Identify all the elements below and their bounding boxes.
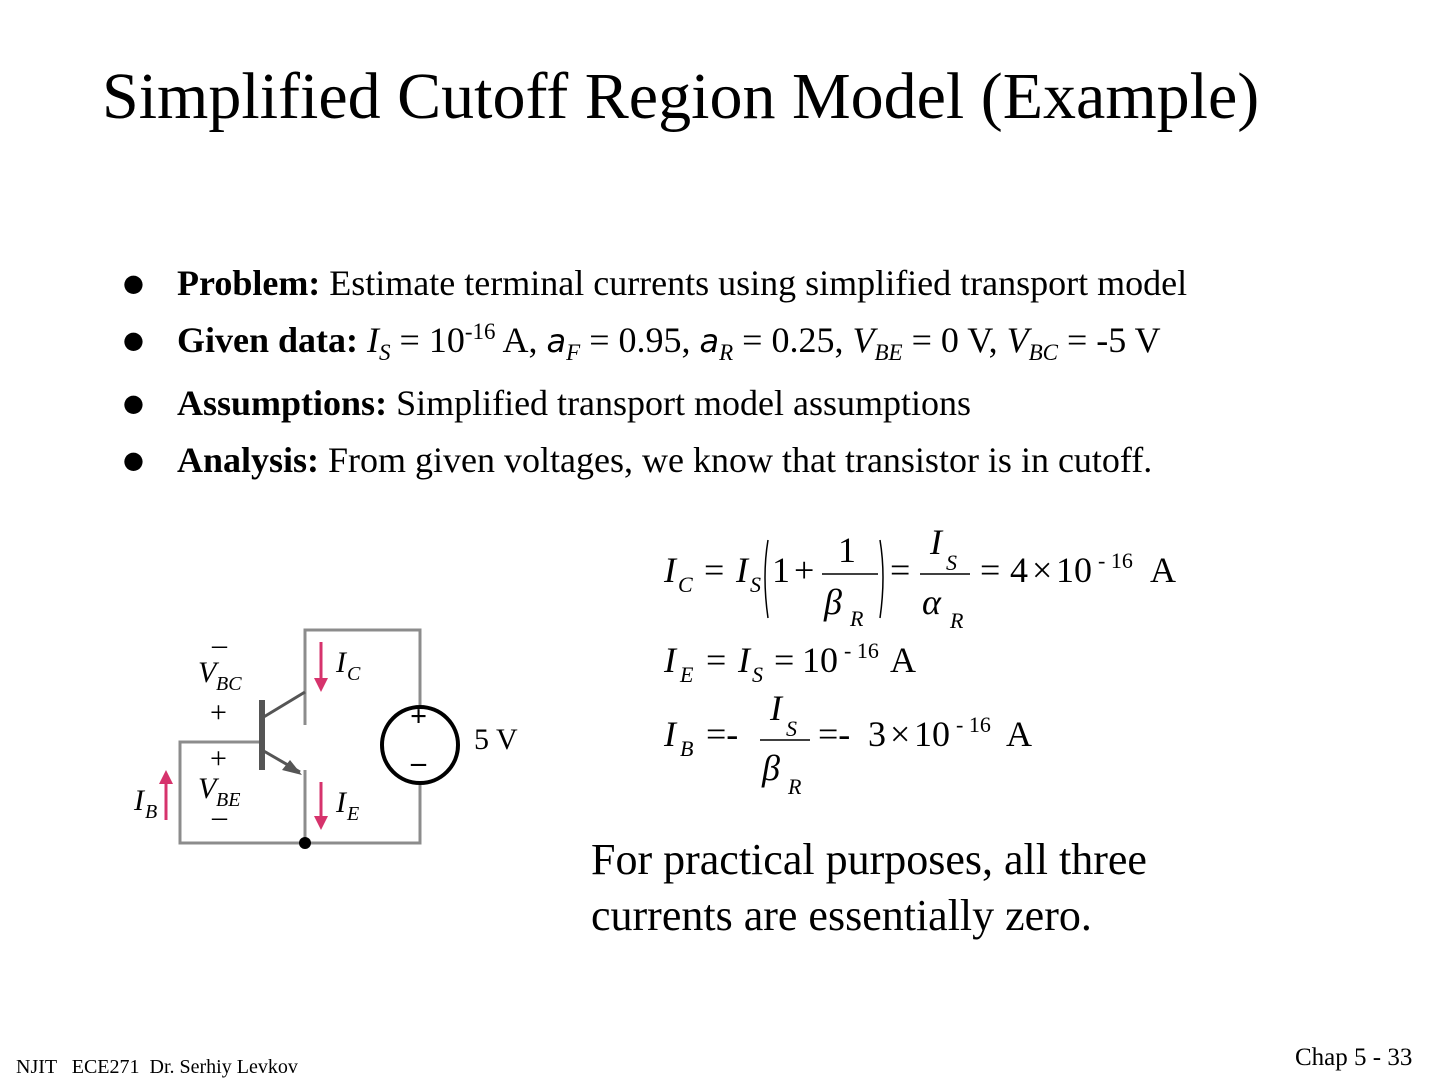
footer-course: NJIT ECE271 Dr. Serhiy Levkov <box>16 1056 298 1078</box>
bullet-given-data <box>120 319 1161 365</box>
bullet-analysis <box>120 439 1152 481</box>
ic-beta: β <box>824 582 842 622</box>
ib-times: × <box>890 714 911 754</box>
ib-beta: β <box>762 748 780 788</box>
ic-eq2: = <box>890 550 911 590</box>
given-vbe-value: = 0 V, <box>911 320 998 360</box>
footer-page-number: Chap 5 - 33 <box>1295 1044 1413 1071</box>
transistor-collector-lead <box>262 692 305 718</box>
problem-label: Problem: <box>177 263 321 303</box>
given-is-unit: A, <box>502 320 538 360</box>
ib-exp: - 16 <box>956 712 991 737</box>
conclusion-text: For practical purposes, all three currents are essentially zero. <box>591 835 1147 940</box>
ic-num-sub: S <box>946 550 957 575</box>
vbc-plus-label: + <box>210 696 227 729</box>
ic-unit: A <box>1150 550 1176 590</box>
equation-ib <box>663 688 1032 799</box>
slide-title: Simplified Cutoff Region Model (Example) <box>102 60 1260 133</box>
ic-coef: 4 <box>1010 550 1028 590</box>
ie-label: I <box>336 786 346 819</box>
ib-sub-label: B <box>145 801 158 823</box>
vbc-sub-label: BC <box>216 673 242 695</box>
ib-ten: 10 <box>914 714 950 754</box>
current-arrows <box>159 642 328 830</box>
ic-left-bracket <box>765 540 768 618</box>
ic-is-sub: S <box>750 572 761 597</box>
bullet-problem <box>120 262 1187 304</box>
ie-unit: A <box>890 640 916 680</box>
vbc-label: V <box>198 656 217 689</box>
ie-sub-label: E <box>347 803 360 825</box>
ground-node-dot <box>299 837 311 849</box>
bullet-dot-icon: ● <box>123 269 144 297</box>
assumptions-label: Assumptions: <box>177 383 388 423</box>
ic-lhs: I <box>664 550 676 590</box>
vbc-minus-label: – <box>212 628 227 661</box>
ie-arrow-icon <box>314 816 328 830</box>
bullet-dot-icon: ● <box>123 446 144 474</box>
bullet-dot-icon: ● <box>123 389 144 417</box>
analysis-text: From given voltages, we know that transistor is in cutoff. <box>328 440 1153 480</box>
given-is-exp: -16 <box>464 319 496 344</box>
bullet-dot-icon: ● <box>123 326 144 354</box>
bjt-cutoff-circuit <box>130 620 530 880</box>
ic-lhs-sub: C <box>678 572 693 597</box>
ic-right-bracket <box>880 540 883 618</box>
ic-alpha-sub: R <box>950 608 964 633</box>
ic-beta-sub: R <box>850 606 864 631</box>
ic-ten: 10 <box>1056 550 1092 590</box>
ie-lhs-sub: E <box>680 662 694 687</box>
ib-lhs-sub: B <box>680 736 694 761</box>
given-label: Given data: <box>177 320 359 360</box>
source-minus-label: – <box>411 746 426 779</box>
source-plus-label: + <box>410 700 428 733</box>
ic-eq1: = <box>704 550 725 590</box>
current-equations <box>650 510 1210 800</box>
ie-eq1: = <box>706 640 727 680</box>
ib-unit: A <box>1006 714 1032 754</box>
ib-eq2: =- <box>818 714 851 754</box>
given-is-symbol: I <box>367 320 380 360</box>
given-af-symbol: a <box>546 322 567 360</box>
vbe-sub-label: BE <box>216 789 241 811</box>
ib-num-sub: S <box>786 716 797 741</box>
ic-frac-num: 1 <box>838 530 856 570</box>
ib-coef: 3 <box>868 714 886 754</box>
given-ar-value: = 0.25, <box>742 320 844 360</box>
vbe-minus-label: – <box>212 800 227 833</box>
problem-text: Estimate terminal currents using simplified transport model <box>329 263 1188 303</box>
given-is-sub: S <box>379 340 391 365</box>
ib-lhs: I <box>664 714 676 754</box>
given-vbe-sub: BE <box>874 340 903 365</box>
ib-num: I <box>770 688 782 728</box>
ib-label: I <box>134 784 144 817</box>
ic-times: × <box>1032 550 1053 590</box>
vbe-label: V <box>198 772 217 805</box>
ib-arrow-icon <box>159 770 173 784</box>
ib-eq1: =- <box>706 714 739 754</box>
equation-ie <box>663 638 916 687</box>
ie-eq2: = <box>774 640 795 680</box>
given-af-sub: F <box>566 340 581 365</box>
equation-ic <box>663 522 1176 633</box>
circuit-labels <box>133 628 518 833</box>
given-ar-symbol: a <box>699 322 720 360</box>
bullet-assumptions <box>120 382 971 424</box>
given-vbc-symbol: V <box>1006 320 1029 360</box>
ic-one: 1 <box>772 550 790 590</box>
ic-is: I <box>736 550 748 590</box>
ic-eq3: = <box>980 550 1001 590</box>
analysis-label: Analysis: <box>177 440 320 480</box>
ic-sub-label: C <box>347 663 361 685</box>
source-value-label: 5 V <box>474 723 518 756</box>
vbe-plus-label: + <box>210 742 227 775</box>
ic-plus: + <box>794 550 815 590</box>
ie-is: I <box>738 640 750 680</box>
ie-is-sub: S <box>752 662 763 687</box>
ic-exp: - 16 <box>1098 548 1133 573</box>
given-vbc-value: = -5 V <box>1067 320 1161 360</box>
given-vbc-sub: BC <box>1028 340 1058 365</box>
ic-alpha: α <box>922 582 941 622</box>
ie-ten: 10 <box>802 640 838 680</box>
given-af-value: = 0.95, <box>589 320 691 360</box>
given-is-eq: = 10 <box>399 320 465 360</box>
ic-arrow-icon <box>314 678 328 692</box>
ic-label: I <box>336 646 346 679</box>
assumptions-text: Simplified transport model assumptions <box>396 383 972 423</box>
ie-lhs: I <box>664 640 676 680</box>
ie-exp: - 16 <box>844 638 879 663</box>
given-ar-sub: R <box>719 340 734 365</box>
ic-num: I <box>930 522 942 562</box>
given-vbe-symbol: V <box>852 320 875 360</box>
ib-beta-sub: R <box>788 774 802 799</box>
